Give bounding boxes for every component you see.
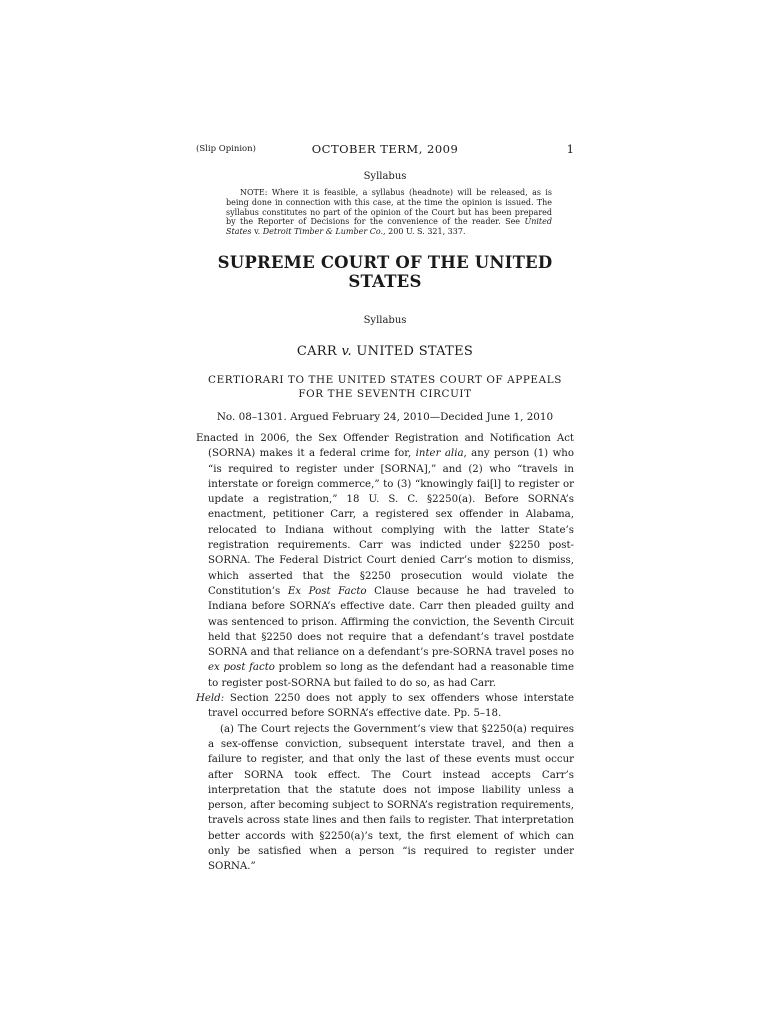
docket-line: No. 08–1301. Argued February 24, 2010—Decided June 1, 2010 (216, 410, 554, 423)
case-title (196, 344, 574, 359)
background-paragraph (196, 431, 574, 691)
note-citation-party: Detroit Timber & Lumber Co. (262, 227, 384, 237)
paragraph-italic: ex post facto (208, 662, 275, 674)
versus-label: v. (341, 343, 352, 359)
court-name: SUPREME COURT OF THE UNITED STATES (217, 252, 553, 291)
paragraph-italic: inter alia (415, 448, 464, 460)
page-number: 1 (566, 142, 574, 156)
syllabus-subheading: Syllabus (363, 314, 407, 326)
slip-opinion-label: (Slip Opinion) (196, 144, 256, 154)
paragraph-text: Clause because he had traveled to Indiana before SORNA’s effective date. Carr then pleaded guilty and was sentenced to prison. Affirming the conviction, the Seventh Circuit held that §2250 does not require that a defendant’s travel postdate SORNA and that reliance on a defendant’s pre-SORNA travel poses no (208, 585, 574, 659)
running-header (196, 140, 574, 162)
note-citation-case: United States (226, 217, 552, 237)
respondent-name: UNITED STATES (356, 343, 474, 359)
paragraph-italic: Ex Post Facto (287, 585, 367, 597)
held-text: Section 2250 does not apply to sex offenders whose interstate travel occurred before SORNA’s effective date. Pp. 5–18. (208, 693, 574, 720)
syllabus-heading: Syllabus (363, 171, 407, 182)
slip-opinion-page (196, 140, 574, 875)
subparagraph-a: (a) The Court rejects the Government’s view that §2250(a) requires a sex-offense conviction, subsequent interstate travel, and then a failure to register, and that only the last of these events must occur after SORNA took effect. The Court instead accepts Carr’s interpretation that the statute does not impose liability unless a person, after becoming subject to SORNA’s registration requirements, travels across state lines and then fails to register. That interpretation better accords with §2250(a)’s text, the first element of which can only be satisfied when a person “is required to register under SORNA.” (208, 723, 574, 873)
petitioner-name: CARR (296, 343, 337, 359)
held-label: Held: (196, 693, 225, 705)
note-citation-rest: , 200 U. S. 321, 337. (383, 227, 466, 237)
paragraph-text: , any person (1) who “is required to register under [SORNA],” and (2) who “travels in interstate or foreign commerce,” to (3) “knowingly fai[l] to register or update a registration,” 18 U. S. C. §2250(a). Before SORNA’s enactment, petitioner Carr, a registered sex offender in Alabama, relocated to Indiana without complying with the latter State’s registration requirements. Carr was indicted under §2250 post-SORNA. The Federal District Court denied Carr’s motion to dismiss, which asserted that the §2250 prosecution would violate the Constitution’s (208, 448, 574, 597)
paragraph-text: problem so long as the defendant had a reasonable time to register post-SORNA but failed to do so, as had Carr. (208, 662, 574, 689)
syllabus-body (196, 431, 574, 875)
certiorari-line: CERTIORARI TO THE UNITED STATES COURT OF APPEALS FOR THE SEVENTH CIRCUIT (208, 373, 562, 401)
held-paragraph (196, 691, 574, 722)
reporter-note (226, 188, 552, 237)
term-label: OCTOBER TERM, 2009 (311, 142, 459, 156)
paragraph-text: Enacted in 2006, the Sex Offender Registration and Notification Act (SORNA) makes it a federal crime for, (196, 432, 574, 460)
note-citation-v: v. (251, 227, 263, 237)
note-text: NOTE: Where it is feasible, a syllabus (headnote) will be released, as is being done in connection with this case, at the time the opinion is issued. The syllabus constitutes no part of the opinion of the Court but has been prepared by the Reporter of Decisions for the convenience of the reader. See (226, 188, 552, 227)
